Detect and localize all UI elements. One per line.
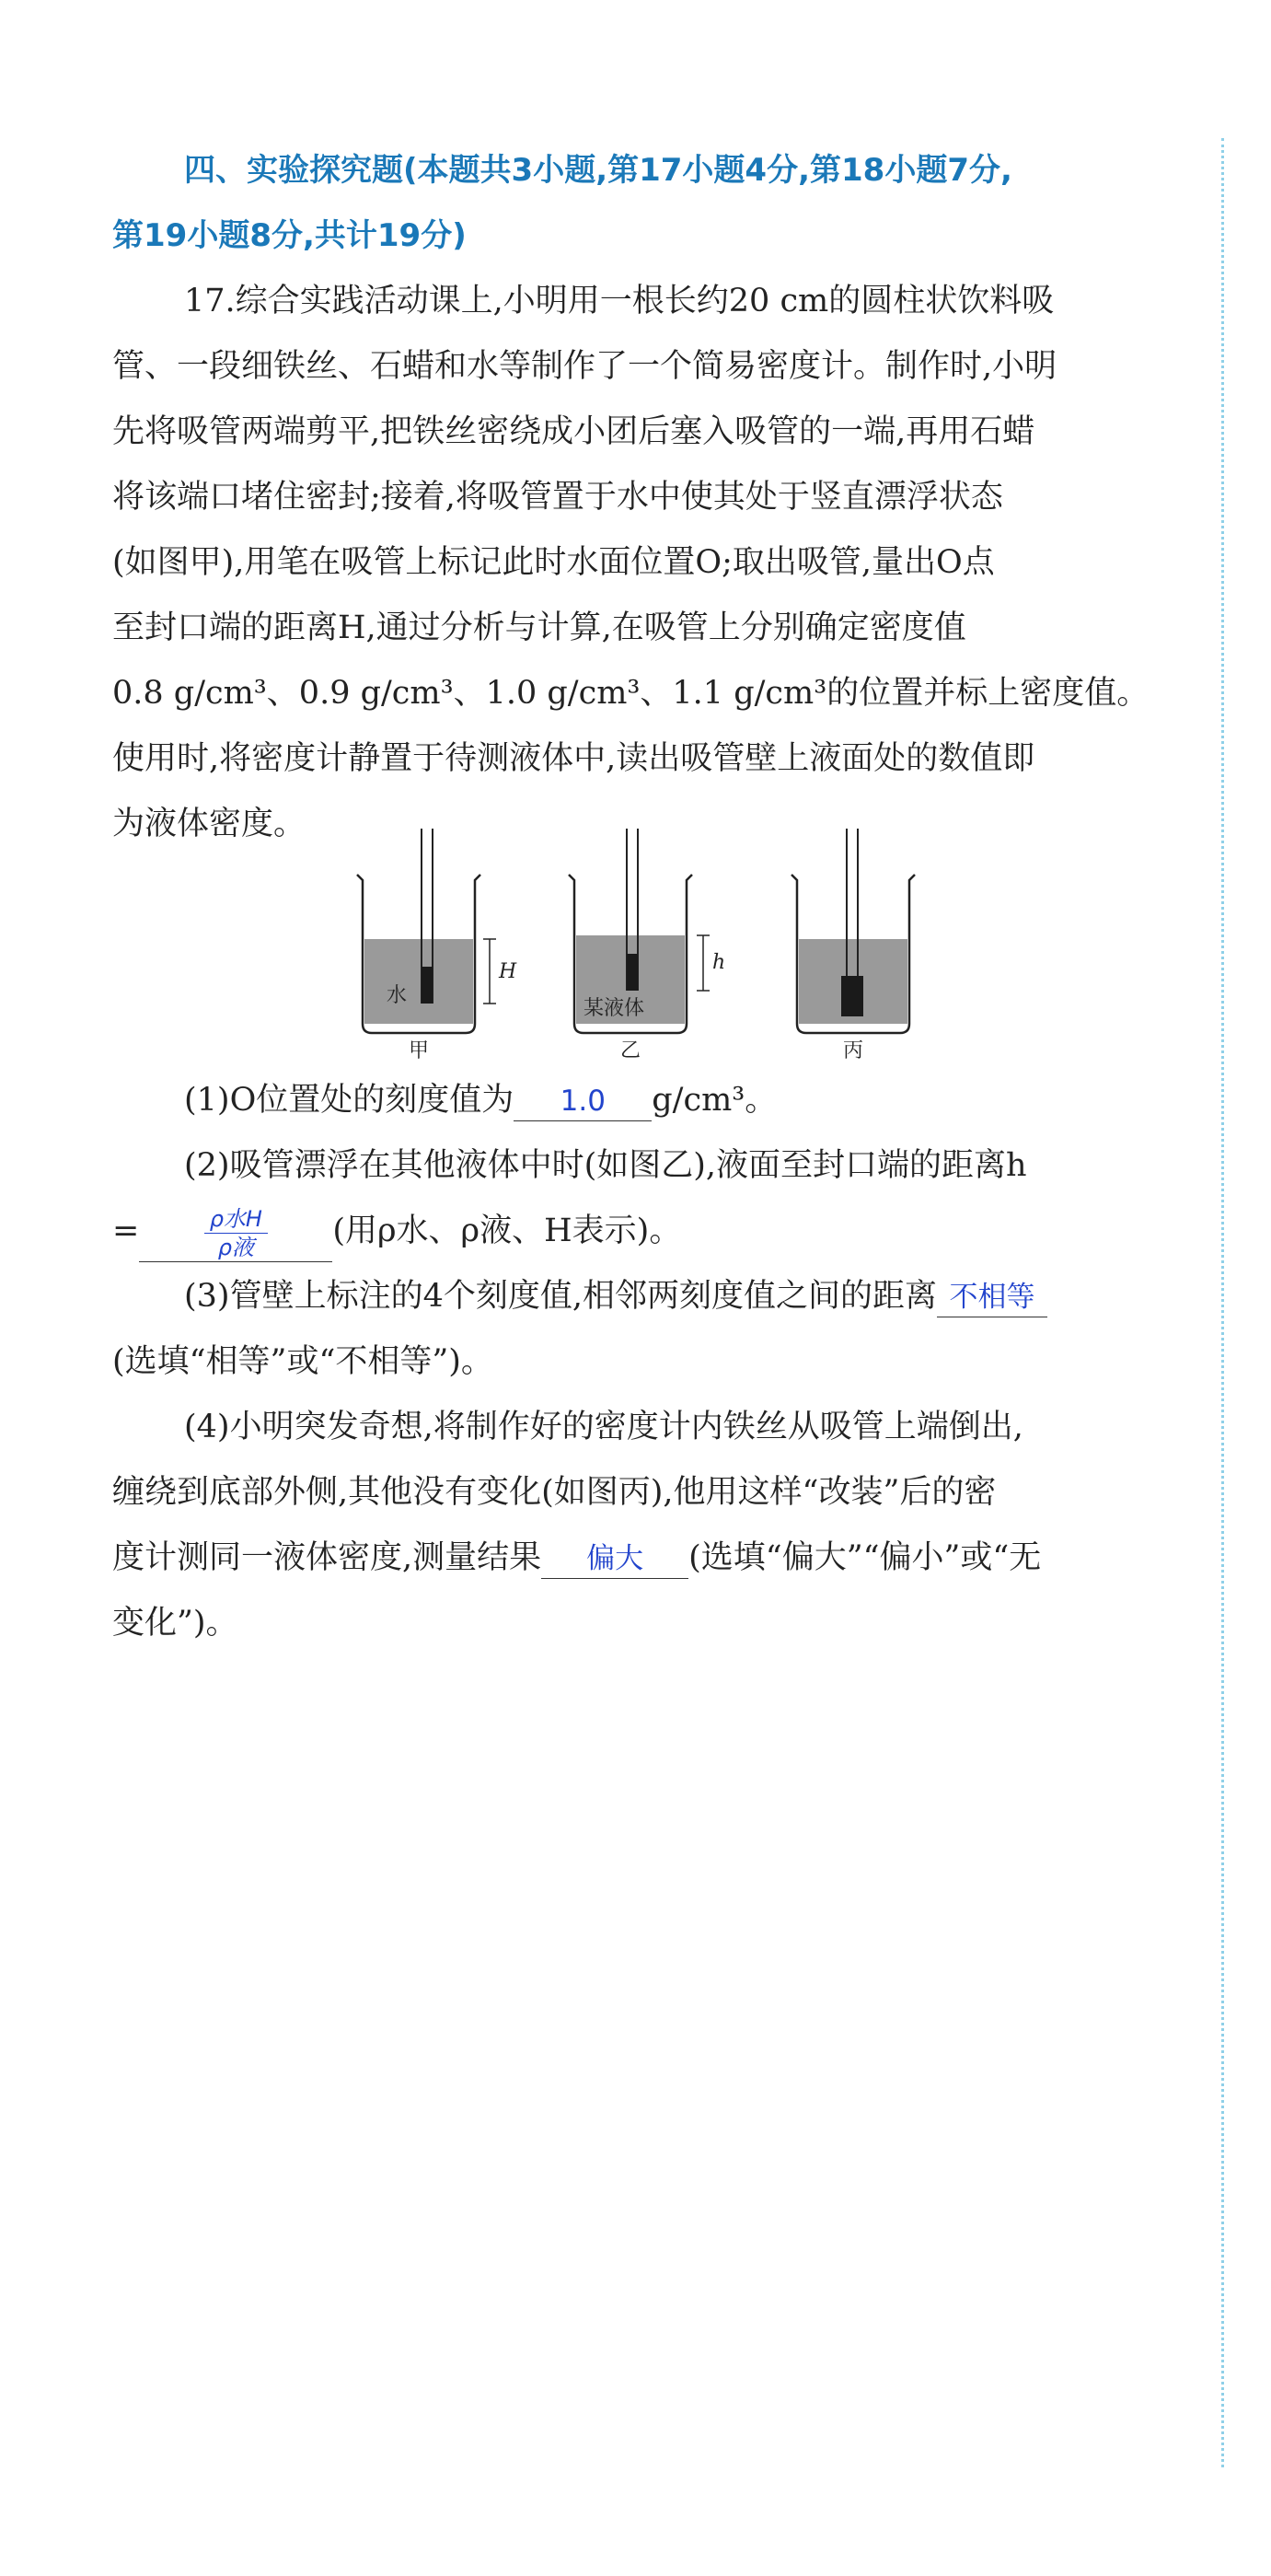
- q17-part3-line1: (3)管壁上标注的4个刻度值,相邻两刻度值之间的距离 不相等: [184, 1264, 1206, 1329]
- beaker-yi: [569, 829, 725, 1059]
- label-liquid: 某液体: [584, 997, 645, 1020]
- q17-part4-line3: 度计测同一液体密度,测量结果 偏大 (选填“偏大”“偏小”或“无: [112, 1526, 1198, 1591]
- caption-yi: 乙: [620, 1039, 641, 1059]
- svg-text:H: H: [499, 960, 517, 983]
- beaker-bing: [791, 829, 915, 1059]
- q17-part2-line1: (2)吸管漂浮在其他液体中时(如图乙),液面至封口端的距离h: [184, 1147, 1027, 1184]
- q17-stem-line-8: 使用时,将密度计静置于待测液体中,读出吸管壁上液面处的数值即: [112, 740, 1035, 777]
- q17-stem-line-7: 0.8 g/cm³、0.9 g/cm³、1.0 g/cm³、1.1 g/cm³的位置并标上密度值。: [112, 675, 1150, 712]
- beaker-jia: [357, 829, 517, 1059]
- margin-dotted-line: [1221, 138, 1224, 2467]
- q17-stem-line-4: 将该端口堵住密封;接着,将吸管置于水中使其处于竖直漂浮状态: [112, 479, 1003, 516]
- q17-part4-line4: 变化”)。: [112, 1605, 238, 1642]
- q17-stem-line-3: 先将吸管两端剪平,把铁丝密绕成小团后塞入吸管的一端,再用石蜡: [112, 413, 1035, 450]
- q17-stem-line-9: 为液体密度。: [112, 806, 306, 842]
- q17-stem-line-5: (如图甲),用笔在吸管上标记此时水面位置O;取出吸管,量出O点: [112, 544, 995, 581]
- label-water: 水: [387, 984, 408, 1007]
- section-heading-cont: 第19小题8分,共计19分): [112, 217, 467, 254]
- q17-stem-line-2: 管、一段细铁丝、石蜡和水等制作了一个简易密度计。制作时,小明: [112, 348, 1057, 385]
- answer-blank-q17-3[interactable]: 不相等: [937, 1278, 1047, 1317]
- q17-stem-line-1: 17.综合实践活动课上,小明用一根长约20 cm的圆柱状饮料吸: [184, 283, 1055, 319]
- section-heading: 四、实验探究题(本题共3小题,第17小题4分,第18小题7分,: [184, 152, 1012, 189]
- svg-text:h: h: [712, 951, 726, 974]
- q17-part4-line2: 缠绕到底部外侧,其他没有变化(如图丙),他用这样“改装”后的密: [112, 1474, 997, 1511]
- q17-part1: (1)O位置处的刻度值为 1.0 g/cm³。: [184, 1068, 1206, 1133]
- q17-beaker-figure: [350, 829, 939, 1059]
- caption-bing: 丙: [843, 1039, 864, 1059]
- caption-jia: 甲: [409, 1039, 430, 1059]
- q17-part2-line2: = $\frac{\text{ρ水H}}{\text{ρ液}}$ (用ρ水、ρ液、H表示)。: [112, 1206, 682, 1260]
- q17-stem-line-6: 至封口端的距离H,通过分析与计算,在吸管上分别确定密度值: [112, 609, 966, 646]
- answer-blank-q17-1[interactable]: 1.0: [514, 1082, 652, 1121]
- answer-blank-q17-4[interactable]: 偏大: [541, 1539, 688, 1579]
- q17-part4-line1: (4)小明突发奇想,将制作好的密度计内铁丝从吸管上端倒出,: [184, 1409, 1023, 1445]
- answer-blank-q17-2[interactable]: $\frac{\text{ρ水H}}{\text{ρ液}}$: [139, 1205, 332, 1262]
- q17-part3-line2: (选填“相等”或“不相等”)。: [112, 1343, 493, 1380]
